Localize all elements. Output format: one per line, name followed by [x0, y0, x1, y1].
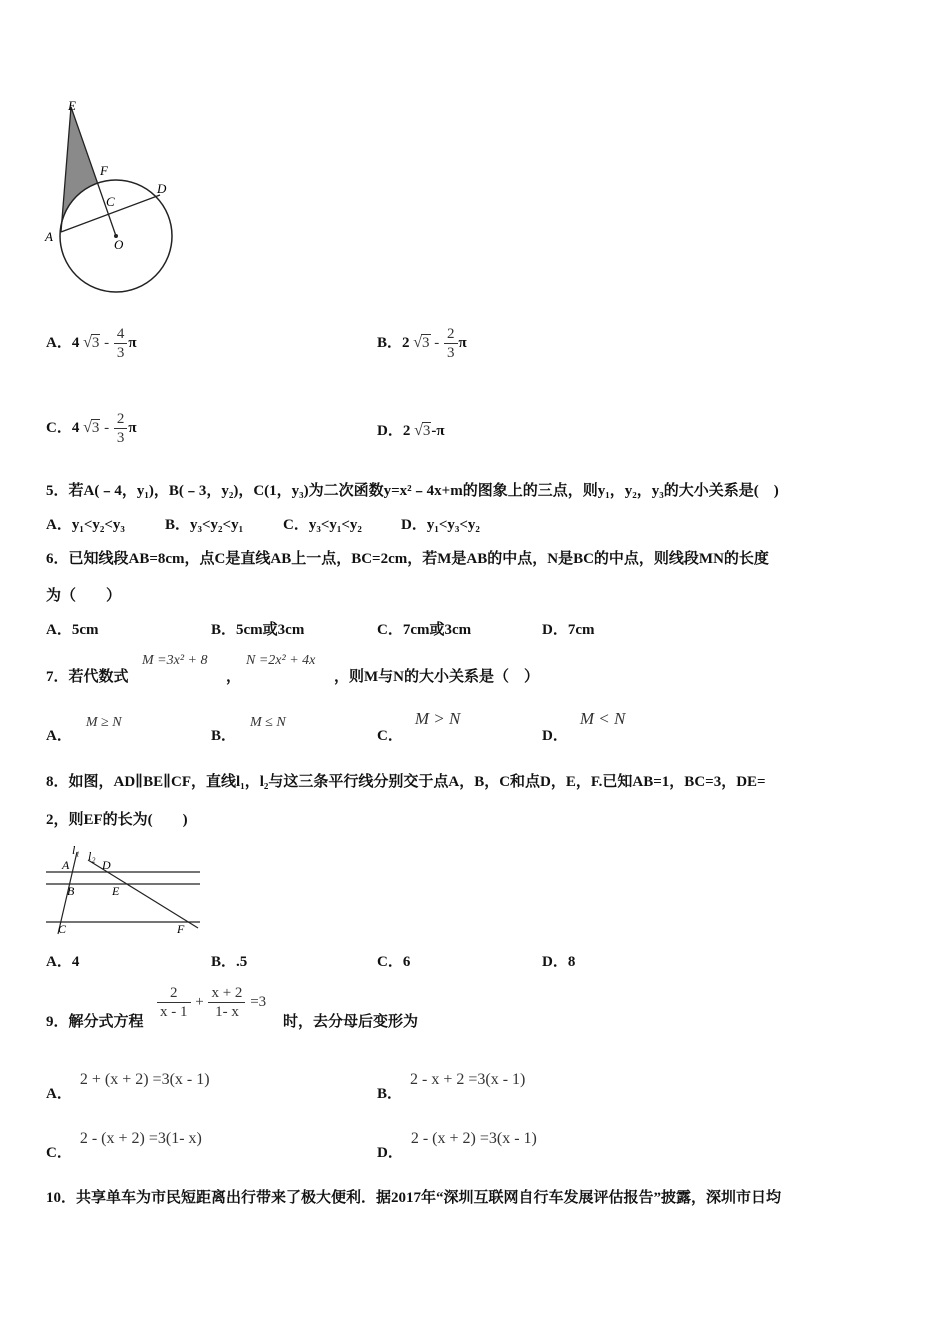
q9-option-d[interactable] [377, 1127, 537, 1161]
option-expr: 2 - (x + 2) =3(1- x) [79, 1130, 202, 1147]
option-expr: M > N [414, 709, 461, 728]
fraction1-denominator: x - 1 [160, 1004, 188, 1020]
pi: π [128, 419, 137, 436]
q8-option-a[interactable]: A．4 [46, 954, 80, 970]
q4-option-b[interactable]: B．2 √3 - $\frac{2}{3}$ π [377, 326, 467, 361]
q9-equation [156, 984, 266, 1021]
label-a: A [45, 229, 53, 244]
option-expr: 2 + (x + 2) =3(x - 1) [79, 1071, 210, 1088]
label-d: D [102, 858, 111, 872]
label-l2: l₂ [88, 849, 96, 863]
numerator: 4 [114, 325, 128, 344]
option-letter: D． [377, 1145, 403, 1161]
q9-option-b[interactable] [377, 1068, 526, 1102]
q7-expr-m: M =3x² + 8 [142, 653, 208, 668]
pi: π [128, 334, 137, 351]
q6-stem-line1: 6．已知线段AB=8cm，点C是直线AB上一点，BC=2cm，若M是AB的中点，N是BC的中点，则线段MN的长度 [46, 551, 769, 567]
q8-option-d[interactable]: D．8 [542, 954, 576, 970]
label-l1: l₁ [72, 843, 80, 857]
radicand: 3 [422, 334, 430, 351]
option-expr: M ≥ N [85, 715, 122, 730]
q5-option-b[interactable]: B．y₃<y₂<y₁ [165, 517, 244, 533]
q9-option-a[interactable] [46, 1068, 210, 1102]
numerator: 2 [444, 325, 458, 344]
q5-option-c[interactable]: C．y₃<y₁<y₂ [283, 517, 362, 533]
equals-three: =3 [250, 993, 267, 1010]
radicand: 3 [91, 419, 100, 436]
q5-option-a[interactable]: A．y₁<y₂<y₃ [46, 517, 125, 533]
radicand: 3 [422, 423, 431, 439]
label-c: C [106, 194, 115, 209]
circle-tangent-figure [40, 95, 190, 305]
q9-prefix: 9．解分式方程 [46, 1014, 144, 1030]
option-letter: B． [211, 728, 237, 744]
option-expr: 2 - x + 2 =3(x - 1) [410, 1071, 526, 1088]
numerator: 2 [114, 410, 128, 429]
label-a: A [62, 858, 70, 872]
q9-option-c[interactable] [46, 1127, 202, 1161]
q7-suffix: ，则M与N的大小关系是（ ） [334, 669, 539, 685]
option-letter: B． [377, 1086, 403, 1102]
q6-stem-line2: 为（ ） [46, 588, 122, 604]
option-letter: C． [377, 728, 403, 744]
q9-suffix: 时，去分母后变形为 [283, 1014, 419, 1030]
denominator: 3 [116, 430, 125, 446]
option-letter: D． [542, 728, 568, 744]
fraction1-numerator: 2 [157, 984, 191, 1003]
q4-option-d[interactable]: D．2 √3-π [377, 422, 445, 439]
q7-option-d[interactable] [542, 708, 626, 744]
radicand: 3 [91, 334, 100, 351]
q7-prefix: 7．若代数式 [46, 669, 129, 685]
fraction2-denominator: 1- x [215, 1004, 239, 1020]
q7-option-a[interactable] [46, 710, 122, 744]
plus-sign: + [195, 993, 204, 1010]
label-d: D [157, 181, 167, 196]
q6-option-b[interactable]: B．5cm或3cm [211, 622, 305, 638]
q6-option-c[interactable]: C．7cm或3cm [377, 622, 472, 638]
label-o: O [114, 237, 124, 252]
option-letter: B． [377, 334, 403, 351]
denominator: 3 [116, 345, 125, 361]
fraction2-numerator: x + 2 [208, 984, 245, 1003]
label-e: E [112, 884, 120, 898]
q5-stem: 5．若A(﹣4，y₁)，B(﹣3，y₂)，C(1，y₃)为二次函数y=x²﹣4x+m的图象上的三点，则y₁，y₂，y₃的大小关系是( ) [46, 483, 779, 499]
label-f: F [177, 922, 185, 936]
q8-stem-line1: 8．如图，AD∥BE∥CF，直线l₁，l₂与这三条平行线分别交于点A，B，C和点D，E，F.已知AB=1，BC=3，DE= [46, 774, 766, 790]
coef: 4 [71, 419, 80, 436]
option-expr: 2 - (x + 2) =3(x - 1) [410, 1130, 537, 1147]
option-expr: M < N [579, 709, 626, 728]
q7-option-b[interactable] [211, 710, 286, 744]
label-f: F [100, 163, 108, 178]
denominator: 3 [447, 345, 455, 361]
q8-option-c[interactable]: C．6 [377, 954, 411, 970]
q8-option-b[interactable]: B．.5 [211, 954, 248, 970]
tail: -π [431, 423, 445, 439]
label-b: B [67, 884, 75, 898]
q7-comma: ， [226, 669, 242, 685]
coef: 4 [71, 334, 80, 351]
q10-stem: 10．共享单车为市民短距离出行带来了极大便利．据2017年“深圳互联网自行车发展评估报告”披露，深圳市日均 [46, 1190, 782, 1206]
option-letter: C． [46, 1145, 72, 1161]
option-letter: A． [46, 1086, 72, 1102]
q6-option-a[interactable]: A．5cm [46, 622, 99, 638]
option-letter: A． [46, 728, 72, 744]
coef: 2 [402, 334, 410, 351]
q4-option-a[interactable]: A．4 √3 - $\frac{4}{3}$ π [46, 326, 137, 361]
q7-expr-n: N =2x² + 4x [246, 653, 316, 668]
q8-stem-line2: 2，则EF的长为( ) [46, 812, 188, 828]
q5-option-d[interactable]: D．y₁<y₃<y₂ [401, 517, 480, 533]
parallel-lines-figure [40, 842, 205, 942]
coef: 2 [402, 423, 411, 439]
option-letter: D． [377, 423, 403, 439]
q7-option-c[interactable] [377, 708, 461, 744]
option-letter: C． [46, 419, 72, 436]
label-e: E [68, 98, 76, 113]
label-c: C [58, 922, 67, 936]
q6-option-d[interactable]: D．7cm [542, 622, 595, 638]
option-expr: M ≤ N [250, 715, 286, 730]
option-letter: A． [46, 334, 72, 351]
pi: π [458, 334, 467, 351]
q4-option-c[interactable]: C．4 √3 - $\frac{2}{3}$ π [46, 411, 137, 446]
